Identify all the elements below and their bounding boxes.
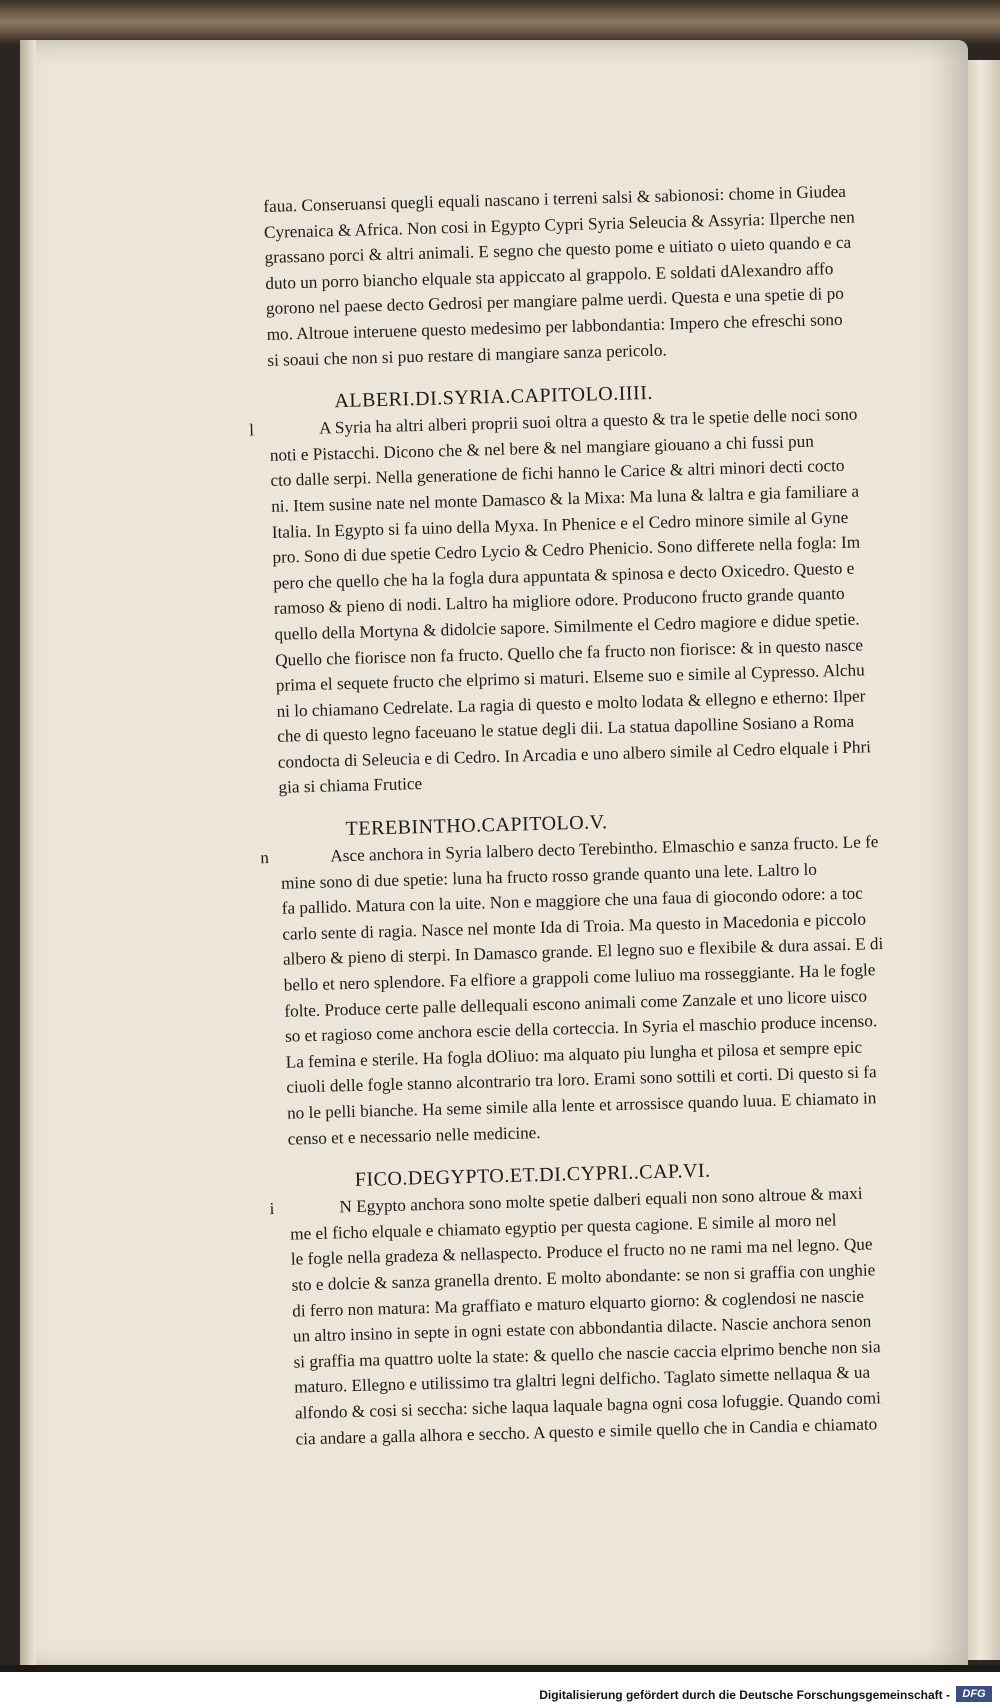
page-text (248, 178, 926, 1452)
text-line: cto dalle serpi. Nella generatione de fichi hanno le Carice & altri minori decti cocto (270, 456, 845, 491)
text-line: mo. Altroue interuene questo medesimo per labbondantia: Impero che efreschi sono (266, 309, 843, 344)
facing-page-edge (968, 60, 1000, 1660)
text-line: La femina e sterile. Ha fogla dOliuo: ma alquato piu lungha et pilosa et sempre epic (285, 1037, 863, 1072)
text-line: si graffia ma quattro uolte la state: & quello che nascie caccia elprimo benche non sia (293, 1336, 881, 1372)
text-line: di ferro non matura: Ma graffiato e maturo elquarto giorno: & coglendosi ne nascie (291, 1286, 865, 1321)
text-line: cia andare a galla alhora e seccho. A questo e simile quello che in Candia e chiamato (295, 1413, 878, 1449)
section-fico-degypto (269, 1151, 926, 1451)
text-line: A Syria ha altri alberi proprii suoi oltra a questo & tra le spetie delle noci sono (318, 404, 858, 438)
text-line: bello et nero splendore. Fa elfiore a grappoli come luliuo ma rosseggiante. Ha le fogle (283, 960, 876, 995)
section-body (269, 401, 909, 801)
text-line: che di questo legno faceuano le statue degli dii. La statua dapolline Sosiano a Roma (276, 711, 855, 747)
text-line: mine sono di due spetie: luna ha fructo rosso grande quanto una lete. Laltro lo (280, 859, 818, 893)
text-line: so et ragioso come anchora escie della corteccia. In Syria el maschio produce incenso. (284, 1011, 878, 1046)
dfg-logo: DFG (956, 1686, 992, 1702)
text-line: pro. Sono di due spetie Cedro Lycio & Cedro Phenicio. Sono differete nella fogla: Im (272, 532, 861, 567)
text-line: Italia. In Egypto si fa uino della Myxa. In Phenice e el Cedro minore simile al Gyne (271, 507, 849, 542)
text-line: censo et e necessario nelle medicine. (287, 1122, 541, 1149)
initial-guide-letter: l (248, 420, 255, 440)
section-heading: TEREBINTHO.CAPITOLO.V. (345, 811, 608, 841)
text-line: ni lo chiamano Cedrelate. La ragia di questo e molto lodata & ellegno e etherno: Ilper (276, 686, 866, 721)
text-line: sto e dolcie & sanza granella drento. E molto abondante: se non si graffia con unghie (291, 1260, 876, 1295)
text-line: gia si chiama Frutice (278, 774, 423, 798)
text-line: Asce anchora in Syria lalbero decto Terebintho. Elmaschio e sanza fructo. Le fe (330, 832, 879, 866)
text-line: folte. Produce certe palle dellequali escono animali come Zanzale et uno licore uisco (284, 986, 868, 1021)
intro-paragraph (263, 178, 897, 374)
section-heading: FICO.DEGYPTO.ET.DI.CYPRI..CAP.VI. (354, 1159, 711, 1192)
initial-guide-letter: i (269, 1199, 275, 1219)
digitization-credit: Digitalisierung gefördert durch die Deutsche Forschungsgemeinschaft - (539, 1688, 950, 1702)
text-line: ramoso & pieno di nodi. Laltro ha migliore odore. Producono fructo grande quanto (273, 584, 845, 619)
section-alberi-di-syria (248, 373, 909, 801)
text-line: fa pallido. Matura con la uite. Non e maggiore che una faua di giocondo odore: a toc (281, 883, 864, 919)
text-line: ciuoli delle fogle stanno alcontrario tra loro. Erami sono sottili et corti. Di questo si fa (286, 1062, 877, 1098)
text-line: N Egypto anchora sono molte spetie dalberi equali non sono altroue & maxi (339, 1183, 863, 1217)
text-line: condocta di Seleucia e di Cedro. In Arcadia e uno albero simile al Cedro elquale i Phri (277, 737, 872, 772)
text-line: faua. Conseruansi quegli equali nascano i terreni salsi & sabionosi: chome in Giudea (263, 181, 847, 216)
text-line: ni. Item susine nate nel monte Damasco & la Mixa: Ma luna & laltra e gia familiare a (270, 481, 860, 516)
text-line: duto un porro biancho elquale sta appiccato al grappolo. E soldati dAlexandro affo (265, 258, 834, 293)
text-line: carlo sente di ragia. Nasce nel monte Ida di Troia. Ma questo in Macedonia e piccolo (282, 909, 867, 944)
text-line: alfondo & cosi si seccha: siche laqua laquale bagna ogni cosa lofuggie. Quando comi (294, 1388, 882, 1423)
page-gutter (20, 40, 36, 1670)
text-line: Cyrenaica & Africa. Non cosi in Egypto Cypri Syria Seleucia & Assyria: Ilperche nen (263, 207, 855, 242)
initial-guide-letter: n (260, 848, 270, 868)
text-line: le fogle nella gradeza & nellaspecto. Produce el fructo no ne rami ma nel legno. Que (290, 1234, 873, 1270)
section-terebintho (260, 800, 918, 1152)
text-line: maturo. Ellegno e utilissimo tra glaltri legni delficho. Taglato simette nellaqua & ua (294, 1362, 871, 1397)
text-line: noti e Pistacchi. Dicono che & nel bere & nel mangiare giouano a chi fussi pun (269, 431, 815, 465)
section-body (289, 1179, 925, 1451)
text-line: me el ficho elquale e chiamato egyptio per questa cagione. E simile al moro nel (289, 1210, 837, 1244)
text-line: Quello che fiorisce non fa fructo. Quello che fa fructo non fiorisce: & in questo nasce (274, 634, 864, 670)
text-line: un altro insino in septe in ogni estate con abbondantia dilacte. Nascie anchora senon (292, 1311, 872, 1346)
text-line: quello della Mortyna & didolcie sapore. Similmente el Cedro magiore e didue spetie. (274, 609, 860, 644)
text-line: albero & pieno di sterpi. In Damasco grande. El legno suo e flexibile & dura assai. E di (282, 934, 884, 970)
text-line: pero che quello che ha la fogla dura appuntata & spinosa e decto Oxicedro. Questo e (272, 558, 855, 593)
text-line: gorono nel paese decto Gedrosi per mangiare palme uerdi. Questa e una spetie di po (265, 284, 845, 319)
section-body (280, 828, 918, 1152)
text-line: no le pelli bianche. Ha seme simile alla lente et arrossisce quando luua. E chiamato in (286, 1088, 877, 1123)
text-line: prima el sequete fructo che elprimo si maturi. Elseme suo e simile al Cypresso. Alchu (275, 660, 865, 695)
text-line: si soaui che non si puo restare di mangiare sanza pericolo. (267, 340, 667, 370)
section-heading: ALBERI.DI.SYRIA.CAPITOLO.IIII. (334, 382, 654, 413)
text-line: grassano porci & altri animali. E segno che questo pome e uitiato o uieto quando e ca (264, 232, 852, 268)
